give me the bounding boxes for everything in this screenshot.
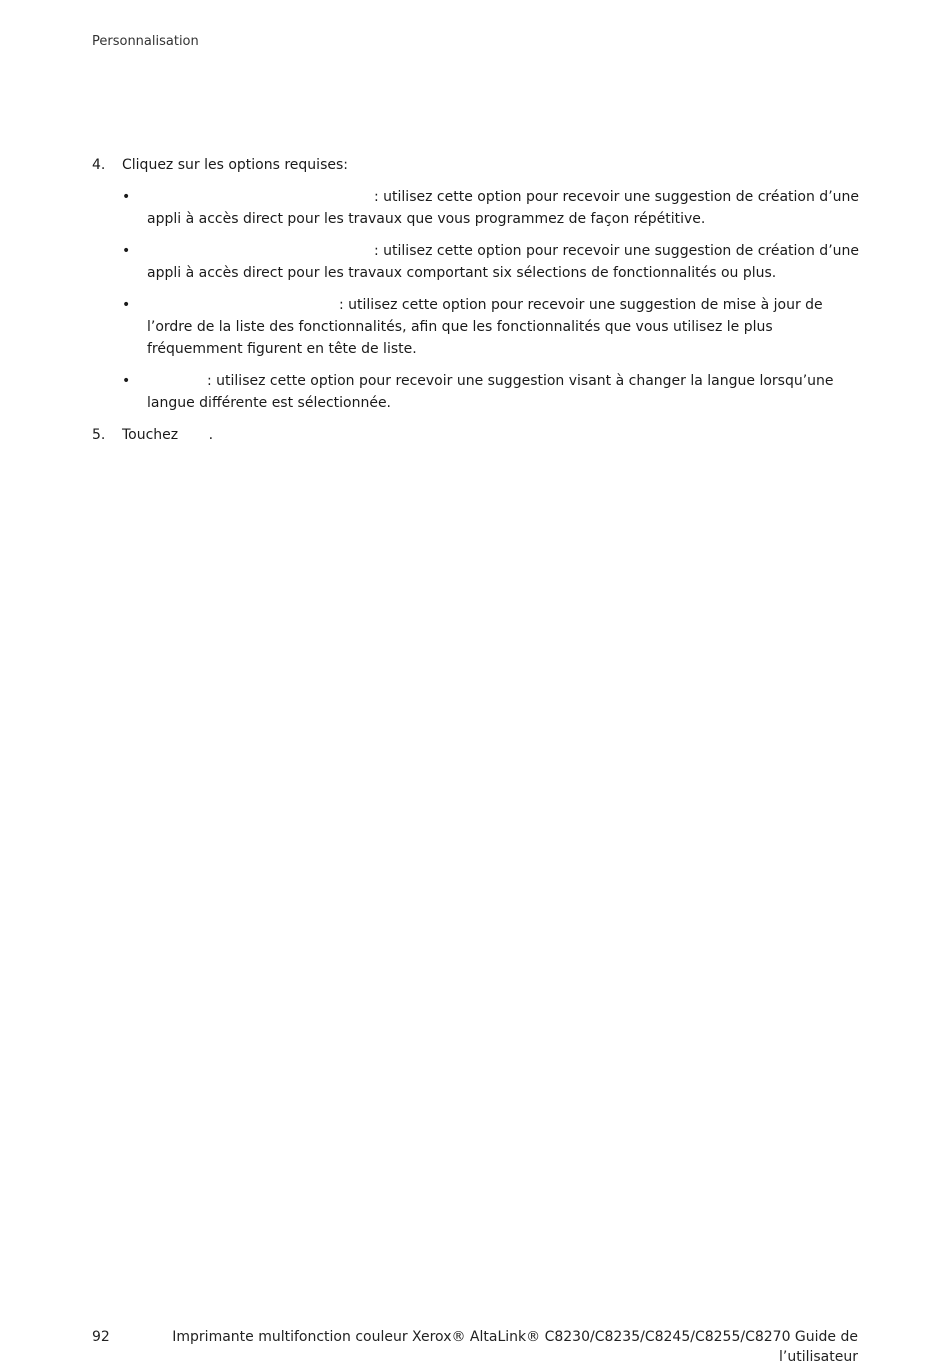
bullet-icon: • xyxy=(122,297,131,313)
option-description: : utilisez cette option pour recevoir une suggestion de mise à jour de l’ordre de la liste des fonctionnalités, afin que les fonctionnalités que vous utilisez le plus fréquemment figurent en tête de liste. xyxy=(147,297,823,357)
option-description: : utilisez cette option pour recevoir une suggestion visant à changer la langue lorsqu’une langue différente est sélectionnée. xyxy=(147,373,834,411)
step-text: Cliquez sur les options requises: xyxy=(122,157,348,173)
list-item xyxy=(122,186,860,230)
document-body xyxy=(92,154,860,446)
bullet-icon: • xyxy=(122,243,131,259)
options-list xyxy=(122,186,860,414)
step-number: 5. xyxy=(92,427,106,443)
step-number: 4. xyxy=(92,157,106,173)
bullet-icon: • xyxy=(122,189,131,205)
option-description: : utilisez cette option pour recevoir une suggestion de création d’une appli à accès direct pour les travaux comportant six sélections de fonctionnalités ou plus. xyxy=(147,243,860,281)
step-5 xyxy=(92,424,860,446)
running-header: Personnalisation xyxy=(92,34,199,49)
bullet-icon: • xyxy=(122,373,131,389)
step-text: Touchez xyxy=(122,427,179,443)
list-item xyxy=(122,240,860,284)
option-description: : utilisez cette option pour recevoir une suggestion de création d’une appli à accès direct pour les travaux que vous programmez de façon répétitive. xyxy=(147,189,860,227)
footer-title: Imprimante multifonction couleur Xerox® AltaLink® C8230/C8235/C8245/C8255/C8270 Guide de l’utilisateur xyxy=(172,1329,858,1365)
step-suffix: . xyxy=(208,427,214,443)
page-number: 92 xyxy=(92,1329,110,1345)
list-item xyxy=(122,370,860,414)
step-4 xyxy=(92,154,860,414)
list-item xyxy=(122,294,860,360)
